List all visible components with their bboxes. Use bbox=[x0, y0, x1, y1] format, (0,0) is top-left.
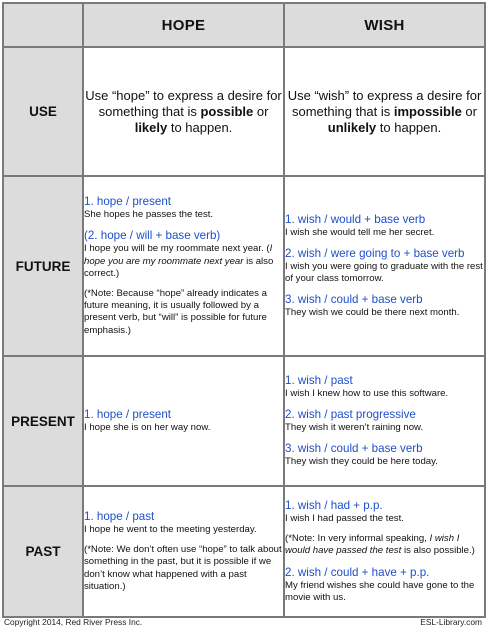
future-row-label: FUTURE bbox=[3, 176, 83, 356]
use-wish-text-or: or bbox=[461, 103, 477, 119]
use-wish-bold-impossible: impossible bbox=[393, 103, 462, 119]
present-wish-heading-3: 3. wish / could + base verb bbox=[285, 442, 423, 456]
future-wish-cell bbox=[284, 176, 485, 356]
future-hope-example-2-text: I hope you will be my roommate next year. ( bbox=[84, 243, 270, 255]
past-hope-note: (*Note: We don’t often use “hope” to talk about something in the past, but it is possible if we don’t know what happened with a past situation.) bbox=[84, 544, 282, 592]
past-hope-example-1: I hope he went to the meeting yesterday. bbox=[84, 523, 257, 535]
future-wish-example-1: I wish she would tell me her secret. bbox=[285, 226, 435, 238]
past-hope-heading-1: 1. hope / past bbox=[84, 509, 155, 523]
past-wish-note bbox=[285, 533, 484, 557]
site-name: ESL-Library.com bbox=[420, 617, 482, 627]
use-hope-bold-possible: possible bbox=[200, 103, 254, 119]
past-wish-cell bbox=[284, 486, 485, 617]
use-wish-bold-unlikely: unlikely bbox=[327, 119, 377, 135]
use-wish-text: Use “wish” to express a desire for something that is bbox=[287, 87, 482, 119]
future-hope-heading-1: 1. hope / present bbox=[84, 195, 172, 209]
use-hope-cell bbox=[83, 47, 284, 176]
past-hope-cell bbox=[83, 486, 284, 617]
past-wish-heading-1: 1. wish / had + p.p. bbox=[285, 498, 383, 512]
present-wish-example-1: I wish I knew how to use this software. bbox=[285, 387, 449, 399]
present-wish-heading-2: 2. wish / past progressive bbox=[285, 407, 416, 421]
present-wish-heading-1: 1. wish / past bbox=[285, 373, 353, 387]
use-wish-text-end: to happen. bbox=[376, 119, 442, 135]
present-wish-example-2: They wish it weren’t raining now. bbox=[285, 421, 424, 433]
future-hope-example-2 bbox=[84, 243, 283, 280]
past-wish-note-end: is also possible.) bbox=[401, 545, 475, 557]
use-row-label: USE bbox=[3, 47, 83, 176]
future-hope-cell bbox=[83, 176, 284, 356]
future-wish-heading-3: 3. wish / could + base verb bbox=[285, 293, 423, 307]
use-row bbox=[3, 47, 485, 176]
use-hope-bold-likely: likely bbox=[134, 119, 168, 135]
hope-wish-table bbox=[2, 2, 486, 618]
copyright-text: Copyright 2014, Red River Press Inc. bbox=[4, 617, 143, 627]
past-row bbox=[3, 486, 485, 617]
present-wish-cell bbox=[284, 356, 485, 486]
future-wish-heading-2: 2. wish / were going to + base verb bbox=[285, 246, 465, 260]
use-hope-text-end: to happen. bbox=[167, 119, 233, 135]
past-wish-note-text: (*Note: In very informal speaking, bbox=[285, 533, 430, 545]
present-hope-heading-1: 1. hope / present bbox=[84, 407, 172, 421]
use-hope-text-or: or bbox=[253, 103, 269, 119]
table-corner bbox=[3, 3, 83, 47]
present-row bbox=[3, 356, 485, 486]
use-wish-cell bbox=[284, 47, 485, 176]
future-hope-example-2-italic: I hope you are my roommate next year bbox=[84, 243, 273, 267]
present-hope-cell bbox=[83, 356, 284, 486]
future-hope-heading-2: (2. hope / will + base verb) bbox=[84, 229, 221, 243]
use-hope-text: Use “hope” to express a desire for something that is bbox=[85, 87, 282, 119]
future-wish-example-2: I wish you were going to graduate with the rest of your class tomorrow. bbox=[285, 260, 483, 284]
future-hope-example-1: She hopes he passes the test. bbox=[84, 209, 214, 221]
future-wish-heading-1: 1. wish / would + base verb bbox=[285, 212, 426, 226]
future-hope-example-2-end: is also correct.) bbox=[84, 255, 274, 279]
present-hope-example-1: I hope she is on her way now. bbox=[84, 421, 211, 433]
present-wish-example-3: They wish they could be here today. bbox=[285, 456, 438, 468]
wish-column-header: WISH bbox=[284, 3, 485, 47]
future-wish-example-3: They wish we could be there next month. bbox=[285, 307, 460, 319]
future-row bbox=[3, 176, 485, 356]
past-wish-example-2: My friend wishes she could have gone to the movie with us. bbox=[285, 579, 475, 603]
present-row-label: PRESENT bbox=[3, 356, 83, 486]
past-wish-heading-2: 2. wish / could + have + p.p. bbox=[285, 565, 430, 579]
past-wish-example-1: I wish I had passed the test. bbox=[285, 512, 404, 524]
past-wish-note-italic: I wish I would have passed the test bbox=[285, 533, 460, 557]
future-hope-note: (*Note: Because “hope” already indicates a future meaning, it is usually followed by a present verb, but “will” is possible for future emphasis.) bbox=[84, 288, 267, 336]
hope-column-header: HOPE bbox=[83, 3, 284, 47]
past-row-label: PAST bbox=[3, 486, 83, 617]
